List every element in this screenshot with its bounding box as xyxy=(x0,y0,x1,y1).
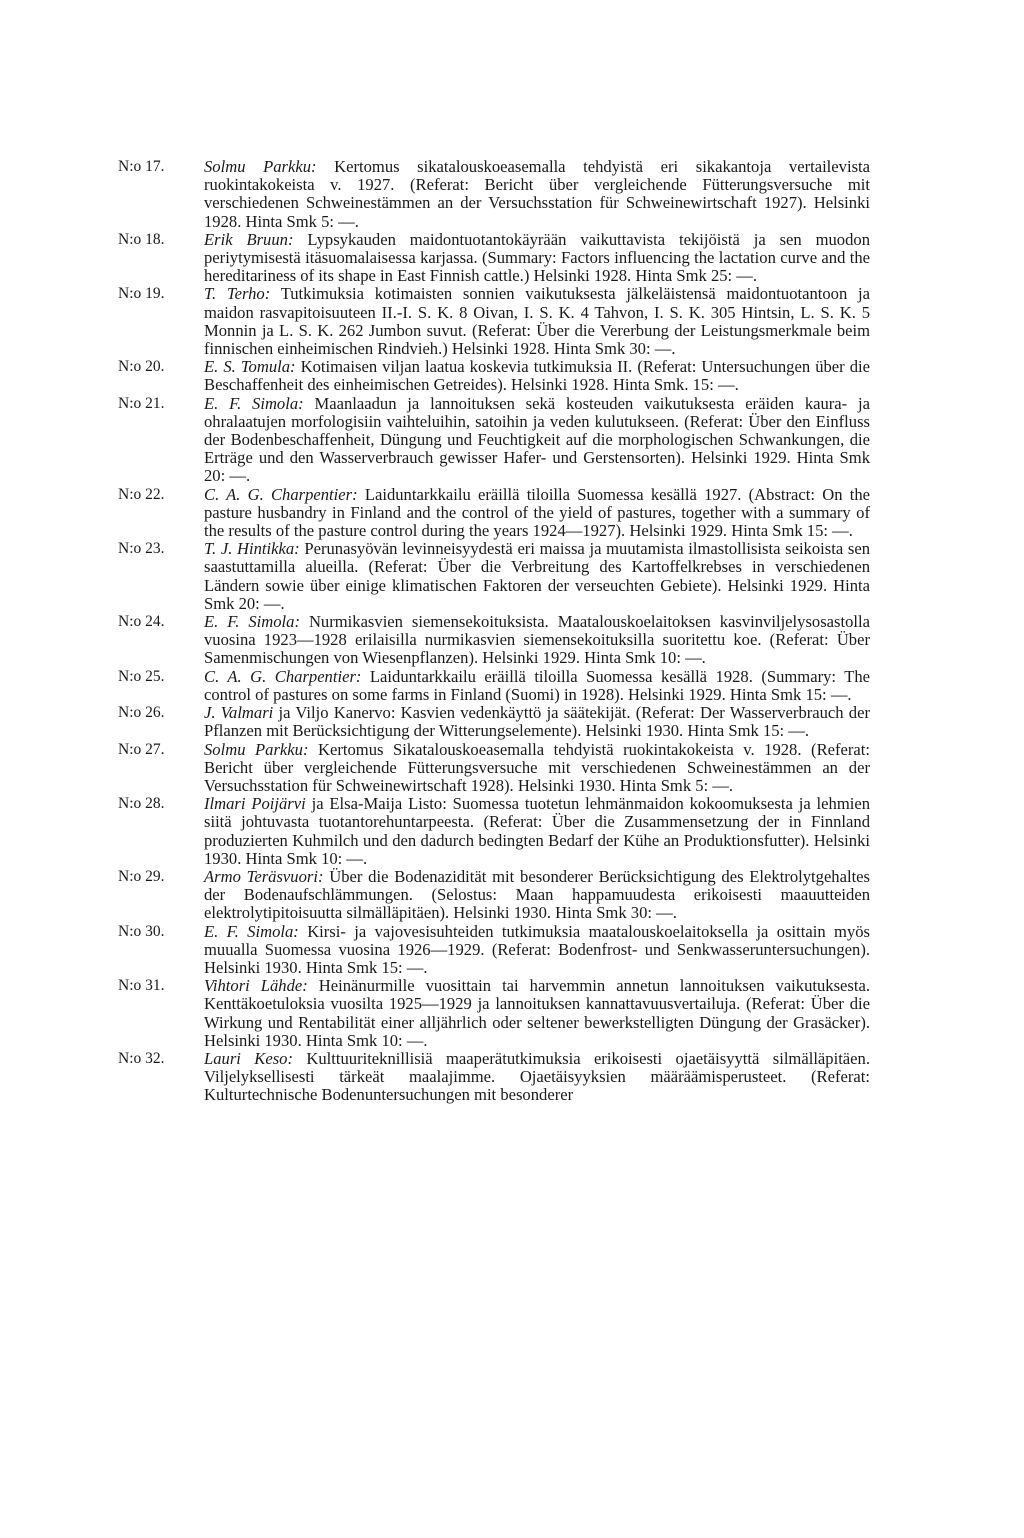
entry-body: Maanlaadun ja lannoituksen sekä kosteuden vaikutuksesta eräiden kaura- ja ohralaatujen morfologisiin vaihteluihin, satoihin ja veden kulutukseen. (Referat: Über den Einfluss der Bodenbeschaffenheit, Düngung und Feuchtigkeit auf die morphologischen Schwankungen, die Erträge und den Wasserverbrauch gewisser Hafer- und Gerstensorten). Helsinki 1929. Hinta Smk 20: —. xyxy=(204,393,870,486)
entry-author: Solmu Parkku: xyxy=(204,739,309,759)
entry-author: Ilmari Poijärvi xyxy=(204,794,306,814)
entry-author: Solmu Parkku: xyxy=(204,157,317,176)
list-item xyxy=(118,1050,870,1105)
entry-number: N:o 23. xyxy=(118,540,165,558)
entry-number: N:o 21. xyxy=(118,394,165,412)
entry-text xyxy=(204,795,870,868)
entry-body: Laiduntarkkailu eräillä tiloilla Suomessa kesällä 1927. (Abstract: On the pasture husbandry in Finland and the control of the yield of pastures, together with a summary of the results of the pasture control during the years 1924—1927). Helsinki 1929. Hinta Smk 15: —. xyxy=(204,484,870,541)
entry-body: Über die Bodenazidität mit besonderer Berücksichtigung des Elektrolytgehaltes der Bodenaufschlämmungen. (Selostus: Maan happamuudesta erikoisesti maauutteiden elektrolytipitoisuutta silmälläpitäen). Helsinki 1930. Hinta Smk 30: —. xyxy=(204,866,871,923)
entry-body: Kotimaisen viljan laatua koskevia tutkimuksia II. (Referat: Untersuchungen über die Beschaffenheit des einheimischen Getreides). Helsinki 1928. Hinta Smk. 15: —. xyxy=(204,357,871,395)
entry-number: N:o 26. xyxy=(118,704,165,722)
entry-number: N:o 28. xyxy=(118,795,165,813)
entry-body: Nurmikasvien siemensekoituksista. Maatalouskoelaitoksen kasvinviljelysosastolla vuosina 1923—1928 erilaisilla nurmikasvien siemensekoituksilla suoritettu koe. (Referat: Über Samenmischungen von Wiesenpflanzen). Helsinki 1929. Hinta Smk 10: —. xyxy=(204,612,870,668)
entry-author: T. J. Hintikka: xyxy=(204,539,300,559)
entry-text xyxy=(204,486,870,541)
list-item xyxy=(118,158,870,231)
entry-author: E. F. Simola: xyxy=(204,921,299,941)
entry-author: E. F. Simola: xyxy=(204,612,300,632)
list-item xyxy=(118,395,870,486)
publication-list xyxy=(118,158,870,1105)
entry-number: N:o 19. xyxy=(118,285,165,303)
entry-text xyxy=(204,395,870,486)
entry-number: N:o 20. xyxy=(118,358,165,376)
list-item xyxy=(118,668,870,704)
entry-body: Tutkimuksia kotimaisten sonnien vaikutuksesta jälkeläistensä maidontuotantoon ja maidon rasvapitoisuuteen II.-I. S. K. 8 Oivan, I. S. K. 4 Tahvon, I. S. K. 305 Hintsin, L. S. K. 5 Monnin ja L. S. K. 262 Jumbon suvut. (Referat: Über die Vererbung der Leistungsmerkmale beim finnischen einheimischen Rindvieh.) Helsinki 1928. Hinta Smk 30: —. xyxy=(204,284,870,359)
list-item xyxy=(118,977,870,1050)
entry-author: Armo Teräsvuori: xyxy=(204,866,324,886)
entry-body: Perunasyövän levinneisyydestä eri maissa ja muutamista ilmastollisista seikoista sen saastuttamilla alueilla. (Referat: Über die Verbreitung des Kartoffelkrebses in verschiedenen Ländern sowie über einige klimatischen Faktoren der verseuchten Gebiete). Helsinki 1929. Hinta Smk 20: —. xyxy=(204,539,871,613)
entry-body: ja Elsa-Maija Listo: Suomessa tuotetun lehmänmaidon kokoomuksesta ja lehmien siitä johtuvasta tuotantorehuntarpeesta. (Referat: Über die Zusammensetzung der in Finnland produzierten Kuhmilch und den dadurch bedingten Bedarf der Kühe an Produktionsfutter). Helsinki 1930. Hinta Smk 10: —. xyxy=(204,794,870,868)
entry-number: N:o 18. xyxy=(118,230,165,248)
entry-author: Erik Bruun: xyxy=(204,229,294,249)
entry-body: Kertomus sikatalouskoeasemalla tehdyistä eri sikakantoja vertailevista ruokintakokeista v. 1927. (Referat: Bericht über vergleichende Fütterungsversuche mit verschiedenen Schweinestämmen an der Versuchsstation für Schweinewirtschaft 1927). Helsinki 1928. Hinta Smk 5: —. xyxy=(204,157,870,231)
entry-author: C. A. G. Charpentier: xyxy=(204,666,362,686)
entry-author: E. F. Simola: xyxy=(204,393,304,413)
entry-text xyxy=(204,158,870,231)
entry-body: ja Viljo Kanervo: Kasvien vedenkäyttö ja säätekijät. (Referat: Der Wasserverbrauch der Pflanzen mit Berücksichtigung der Witterungselemente). Helsinki 1930. Hinta Smk 15: —. xyxy=(204,703,870,741)
entry-number: N:o 24. xyxy=(118,613,165,631)
list-item xyxy=(118,741,870,796)
entry-number: N:o 29. xyxy=(118,867,165,885)
entry-number: N:o 25. xyxy=(118,667,165,685)
entry-text xyxy=(204,704,870,740)
entry-number: N:o 32. xyxy=(118,1049,165,1067)
entry-text xyxy=(204,923,870,978)
list-item xyxy=(118,358,870,394)
entry-number: N:o 27. xyxy=(118,740,165,758)
entry-number: N:o 22. xyxy=(118,485,165,503)
entry-body: Kertomus Sikatalouskoeasemalla tehdyistä ruokintakokeista v. 1928. (Referat: Bericht über vergleichende Fütterungsversuche mit verschiedenen Schweinestämmen an der Versuchsstation für Schweinewirtschaft 1928). Helsinki 1930. Hinta Smk 5: —. xyxy=(204,739,870,795)
list-item xyxy=(118,285,870,358)
entry-text xyxy=(204,868,870,923)
entry-text xyxy=(204,1050,870,1105)
entry-text xyxy=(204,741,870,796)
list-item xyxy=(118,486,870,541)
list-item xyxy=(118,540,870,613)
entry-author: C. A. G. Charpentier: xyxy=(204,484,358,504)
entry-text xyxy=(204,358,870,394)
list-item xyxy=(118,231,870,286)
entry-author: Lauri Keso: xyxy=(204,1048,293,1068)
entry-author: E. S. Tomula: xyxy=(204,357,296,377)
entry-body: Kulttuuriteknillisiä maaperätutkimuksia erikoisesti ojaetäisyyttä silmälläpitäen. Viljelyksellisesti tärkeät maalajimme. Ojaetäisyyksien määräämisperusteet. (Referat: Kulturtechnische Bodenuntersuchungen mit besonderer xyxy=(204,1048,870,1105)
entry-author: Vihtori Lähde: xyxy=(204,976,308,996)
entry-number: N:o 17. xyxy=(118,158,165,175)
entry-number: N:o 31. xyxy=(118,977,165,995)
entry-text xyxy=(204,231,870,286)
entry-author: T. Terho: xyxy=(204,284,271,304)
list-item xyxy=(118,923,870,978)
list-item xyxy=(118,795,870,868)
entry-body: Heinänurmille vuosittain tai harvemmin annetun lannoituksen vaikutuksesta. Kenttäkoetuloksia vuosilta 1925—1929 ja lannoituksen kannattavuusvertailuja. (Referat: Über die Wirkung und Rentabilität einer alljährlich oder seltener bewerkstelligten Düngung der Grasäcker). Helsinki 1930. Hinta Smk 10: —. xyxy=(204,976,870,1050)
entry-number: N:o 30. xyxy=(118,922,165,940)
entry-text xyxy=(204,285,870,358)
entry-author: J. Valmari xyxy=(204,703,274,723)
entry-text xyxy=(204,613,870,668)
entry-body: Laiduntarkkailu eräillä tiloilla Suomessa kesällä 1928. (Summary: The control of pastures on some farms in Finland (Suomi) in 1928). Helsinki 1929. Hinta Smk 15: —. xyxy=(204,666,870,704)
entry-body: Kirsi- ja vajovesisuhteiden tutkimuksia maatalouskoelaitoksella ja osittain myös muualla Suomessa vuosina 1926—1929. (Referat: Bodenfrost- und Senkwasseruntersuchungen). Helsinki 1930. Hinta Smk 15: —. xyxy=(204,921,870,977)
list-item xyxy=(118,868,870,923)
list-item xyxy=(118,704,870,740)
entry-text xyxy=(204,977,870,1050)
entry-text xyxy=(204,668,870,704)
entry-body: Lypsykauden maidontuotantokäyrään vaikuttavista tekijöistä ja sen muodon periytymisestä itäsuomalaisessa karjassa. (Summary: Factors influencing the lactation curve and the hereditariness of its shape in East Finnish cattle.) Helsinki 1928. Hinta Smk 25: —. xyxy=(204,229,870,286)
entry-text xyxy=(204,540,870,613)
list-item xyxy=(118,613,870,668)
